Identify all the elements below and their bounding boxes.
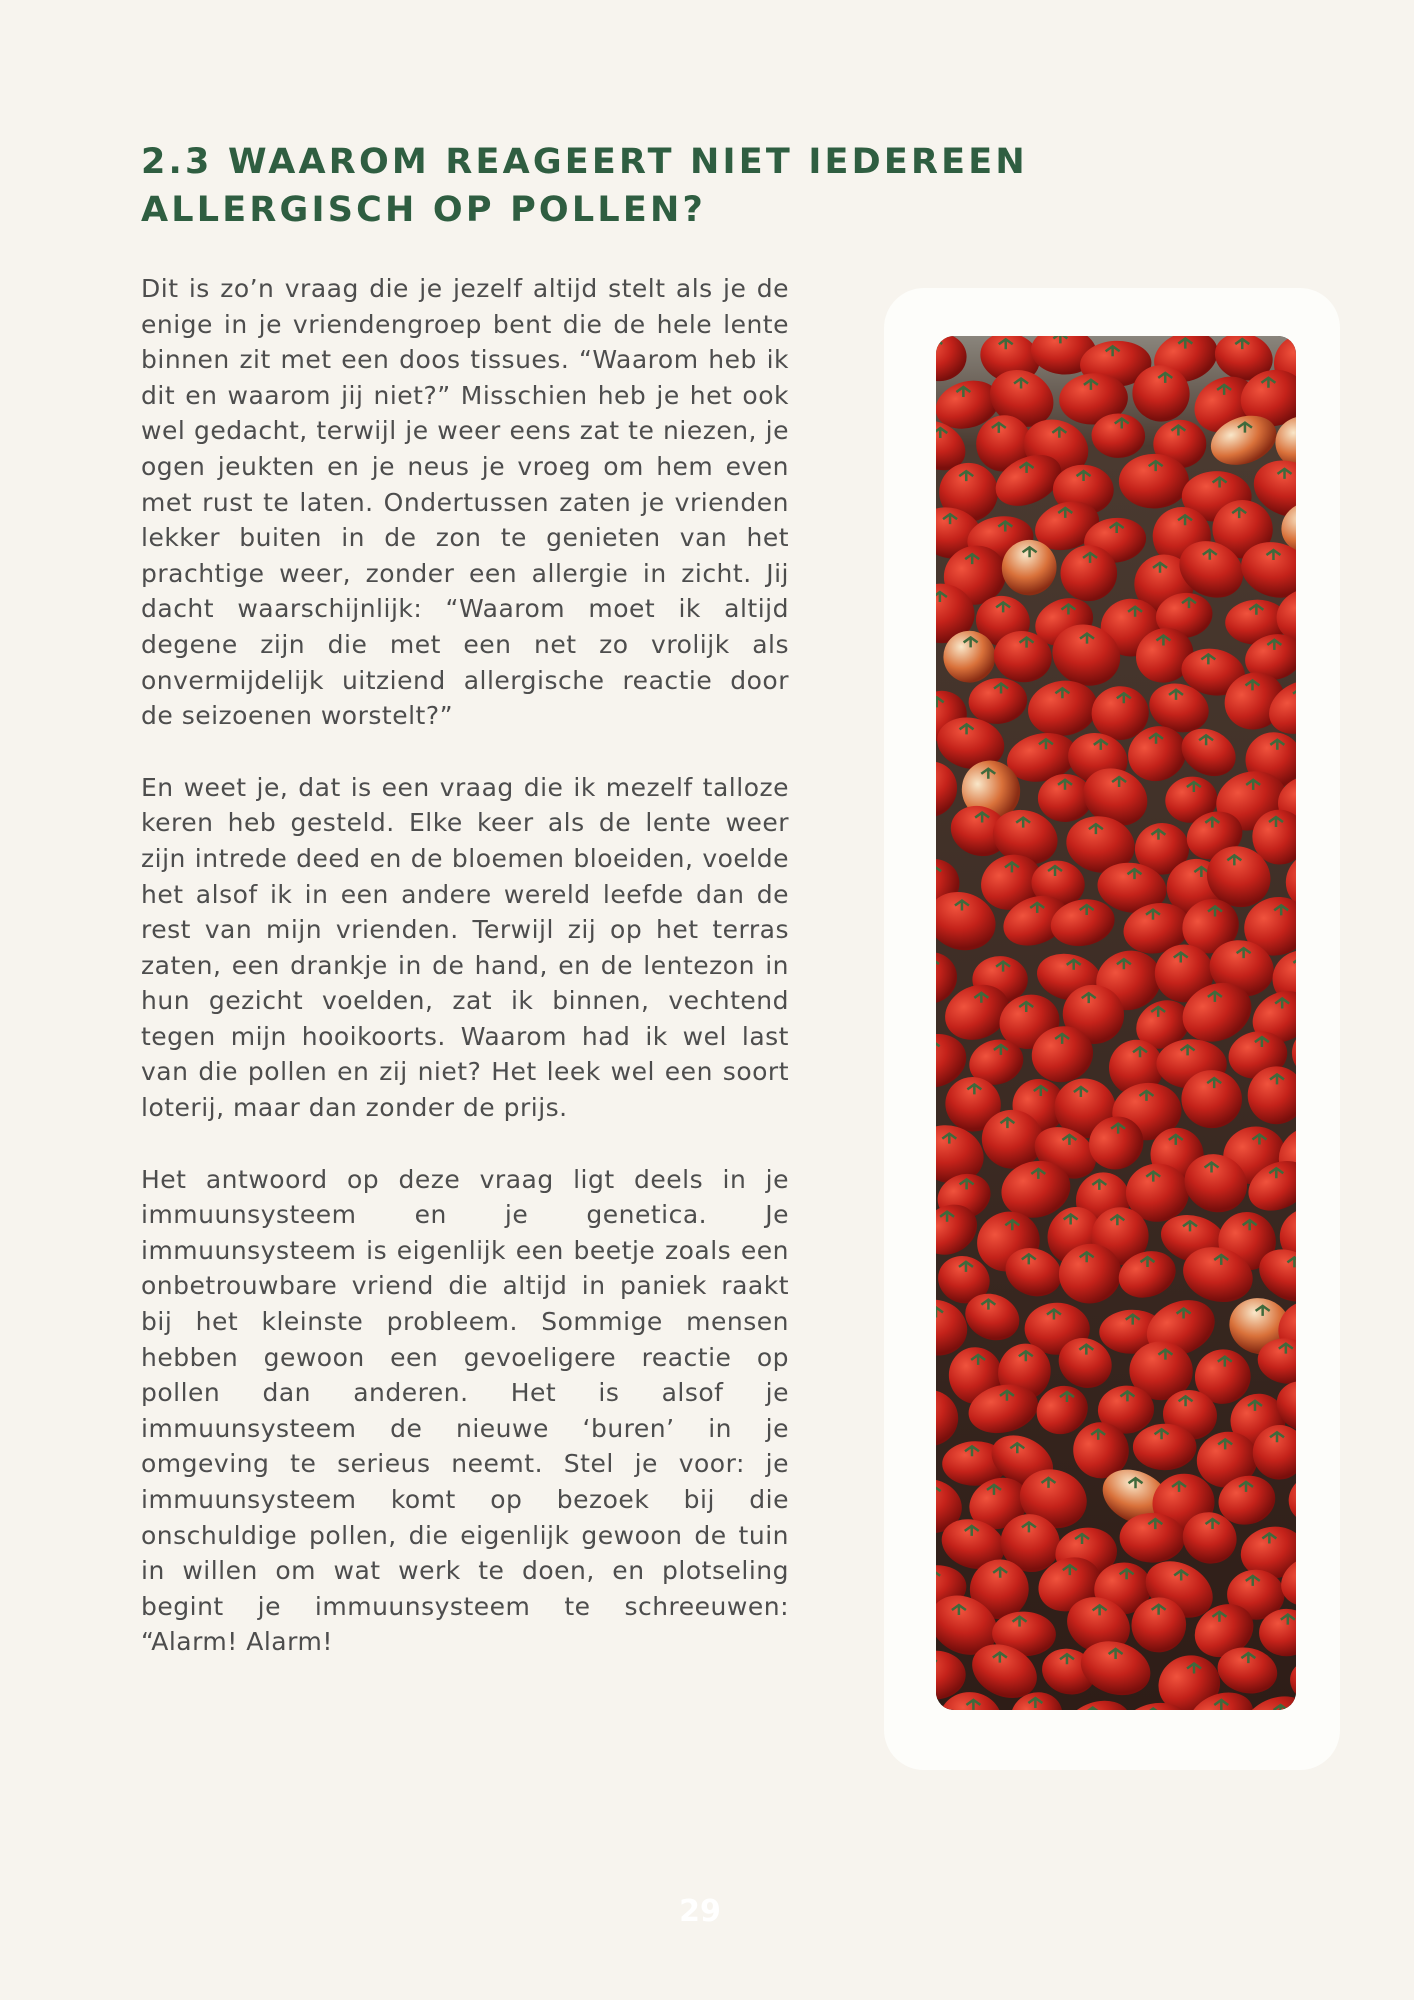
- tomatoes-photo: [936, 336, 1296, 1710]
- page-number: 29: [679, 1894, 721, 1929]
- photo-frame: [884, 288, 1340, 1770]
- body-text-column: [141, 271, 789, 1696]
- paragraph-2: En weet je, dat is een vraag die ik mezelf talloze keren heb gesteld. Elke keer als de lente weer zijn intrede deed en de bloemen bloeiden, voelde het alsof ik in een andere wereld leefde dan de rest van mijn vrienden. Terwijl zij op het terras zaten, een drankje in de hand, en de lentezon in hun gezicht voelden, zat ik binnen, vechtend tegen mijn hooikoorts. Waarom had ik wel last van die pollen en zij niet? Het leek wel een soort loterij, maar dan zonder de prijs.: [141, 772, 789, 1123]
- paragraph-1: Dit is zo’n vraag die je jezelf altijd stelt als je de enige in je vriendengroep bent die de hele lente binnen zit met een doos tissues. “Waarom heb ik dit en waarom jij niet?” Misschien heb je het ook wel gedacht, terwijl je weer eens zat te niezen, je ogen jeukten en je neus je vroeg om hem even met rust te laten. Ondertussen zaten je vrienden lekker buiten in de zon te genieten van het prachtige weer, zonder een allergie in zicht. Jij dacht waarschijnlijk: “Waarom moet ik altijd degene zijn die met een net zo vrolijk als onvermijdelijk uitziend allergische reactie door de seizoenen worstelt?”: [141, 274, 789, 731]
- tomatoes-illustration: [936, 336, 1296, 1710]
- section-heading: 2.3 WAAROM REAGEERT NIET IEDEREEN ALLERGISCH OP POLLEN?: [141, 142, 1028, 230]
- paragraph-3: Het antwoord op deze vraag ligt deels in je immuunsysteem en je genetica. Je immuunsysteem is eigenlijk een beetje zoals een onbetrouwbare vriend die altijd in paniek raakt bij het kleinste probleem. Sommige mensen hebben gewoon een gevoeligere reactie op pollen dan anderen. Het is alsof je immuunsysteem de nieuwe ‘buren’ in je omgeving te serieus neemt. Stel je voor: je immuunsysteem komt op bezoek bij die onschuldige pollen, die eigenlijk gewoon de tuin in willen om wat werk te doen, en plotseling begint je immuunsysteem te schreeuwen: “Alarm! Alarm!: [141, 1164, 789, 1657]
